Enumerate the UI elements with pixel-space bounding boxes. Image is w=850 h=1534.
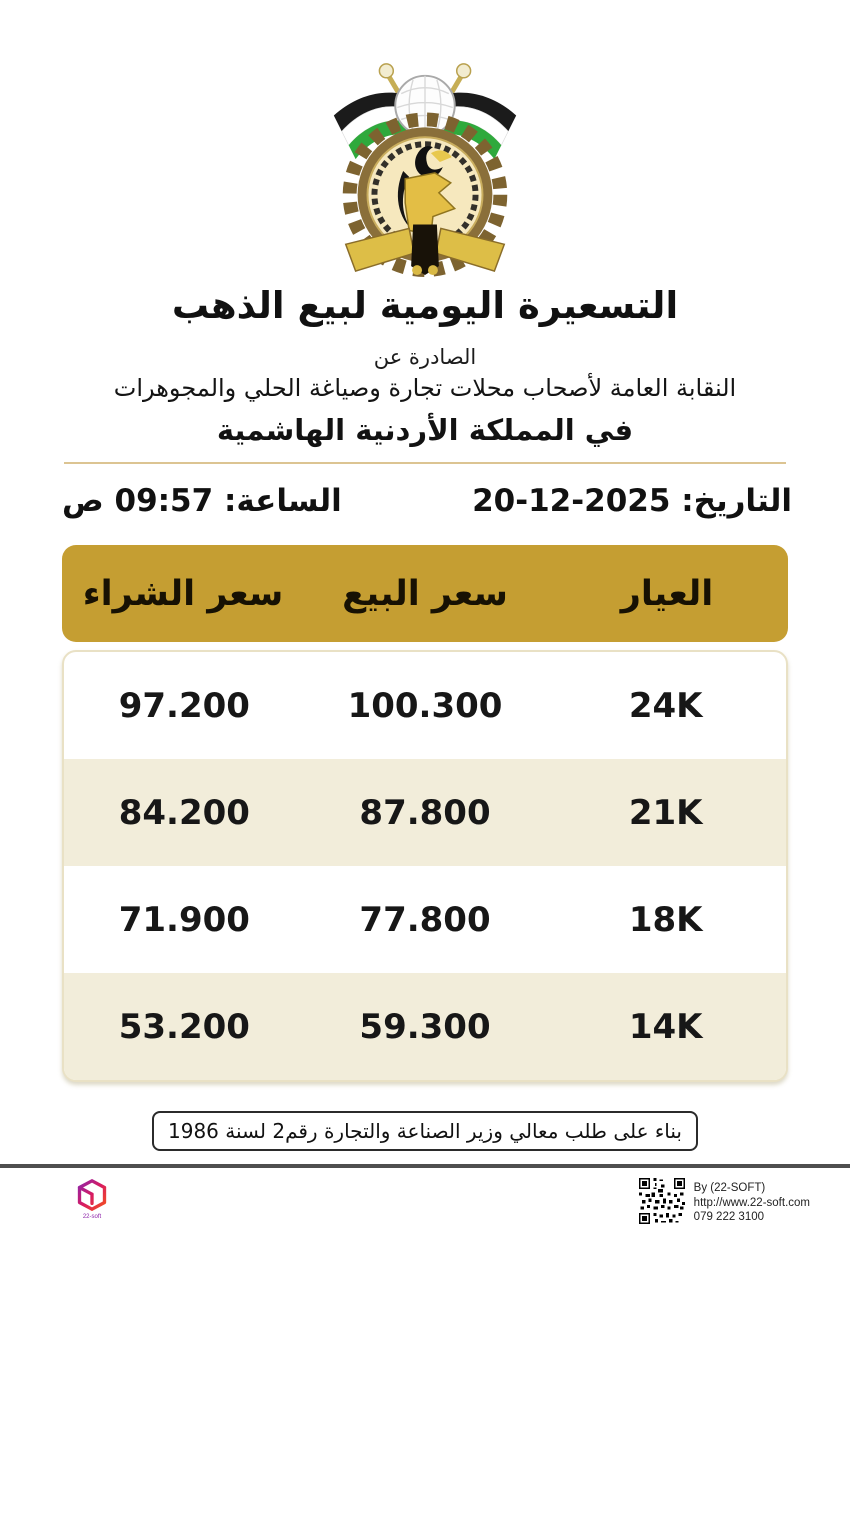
- sell-price-value: 77.800: [359, 899, 491, 940]
- buy-price-value: 97.200: [118, 685, 250, 726]
- table-row: [64, 973, 786, 1080]
- header-buy-price: سعر الشراء: [82, 573, 284, 614]
- karat-value: 21K: [628, 792, 703, 833]
- buy-price-value: 71.900: [118, 899, 250, 940]
- sell-price-value: 59.300: [359, 1006, 491, 1047]
- time-value: 09:57 ص: [62, 483, 214, 519]
- header-sell-price: سعر البيع: [342, 573, 508, 614]
- credit-phone: 079 222 3100: [693, 1211, 765, 1224]
- table-row: [64, 652, 786, 759]
- page-title: التسعيرة اليومية لبيع الذهب: [171, 284, 679, 327]
- date-value: 20-12-2025: [472, 483, 671, 519]
- date-label: التاريخ:: [681, 483, 792, 519]
- gold-divider: [64, 462, 786, 464]
- credits-bar: [0, 1168, 850, 1225]
- table-row: [64, 866, 786, 973]
- time-group: [62, 483, 342, 519]
- sell-price-value: 87.800: [359, 792, 491, 833]
- issuer-name: النقابة العامة لأصحاب محلات تجارة وصياغة الحلي والمجوهرات: [113, 374, 737, 402]
- table-body: [62, 650, 788, 1082]
- sell-price-value: 100.300: [347, 685, 503, 726]
- syndicate-emblem-icon: [316, 54, 534, 280]
- buy-price-value: 53.200: [118, 1006, 250, 1047]
- credit-text: [694, 1178, 810, 1225]
- table-header-row: [62, 545, 788, 642]
- brand-logo-block: [72, 1178, 112, 1220]
- karat-value: 18K: [628, 899, 703, 940]
- country-line: في المملكة الأردنية الهاشمية: [216, 413, 634, 447]
- date-group: [472, 483, 792, 519]
- buy-price-value: 84.200: [118, 792, 250, 833]
- credit-by: By (22-SOFT): [693, 1182, 766, 1194]
- 22-soft-cube-icon: [77, 1178, 107, 1212]
- gold-price-table: [62, 545, 788, 1082]
- credit-url: http://www.22-soft.com: [693, 1196, 810, 1209]
- credit-block: [639, 1178, 810, 1225]
- syndicate-logo: [0, 0, 850, 280]
- qr-code-icon: [639, 1178, 685, 1224]
- legal-note: بناء على طلب معالي وزير الصناعة والتجارة رقم2 لسنة 1986: [152, 1111, 698, 1151]
- time-label: الساعة:: [223, 483, 342, 519]
- table-row: [64, 759, 786, 866]
- karat-value: 14K: [628, 1006, 703, 1047]
- header-karat: العيار: [620, 573, 714, 614]
- issued-by-label: الصادرة عن: [373, 345, 477, 369]
- karat-value: 24K: [628, 685, 703, 726]
- datetime-row: [0, 483, 850, 519]
- brand-label: 22-soft: [82, 1214, 102, 1220]
